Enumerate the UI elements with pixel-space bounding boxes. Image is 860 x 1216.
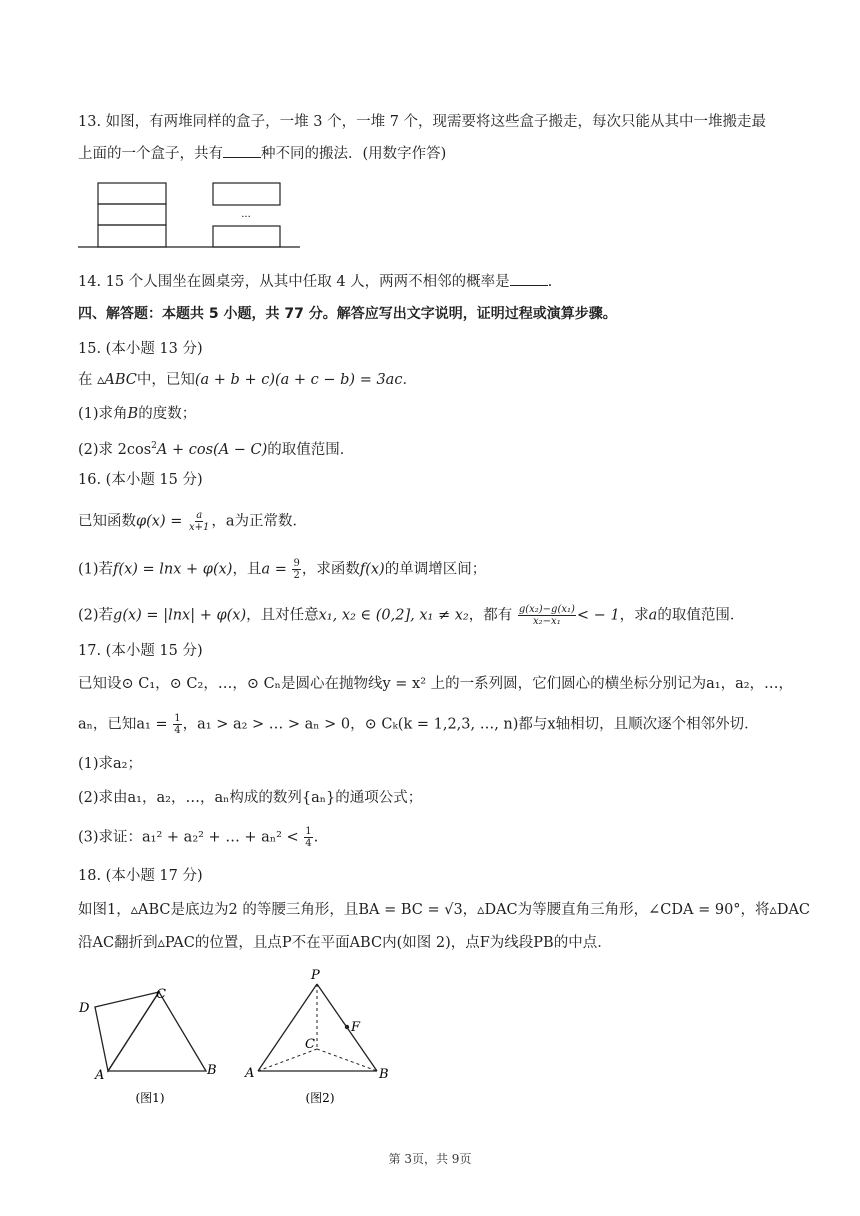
q16-p1-fx: f(x): [359, 561, 385, 578]
q17-p3-b: .: [313, 829, 319, 846]
q17-line1: 已知设⊙ C₁，⊙ C₂，…，⊙ Cₙ是圆心在抛物线y = x² 上的一系列圆，它们圆心的横坐标分别记为a₁，a₂，…，: [78, 676, 794, 692]
q18-line1: 如图1，▵ABC是底边为2 的等腰三角形，且BA = BC = √3，▵DAC为等腰直角三角形，∠CDA = 90°，将▵DAC: [78, 902, 811, 918]
q16-p2-a: (2)若: [78, 607, 114, 624]
q15-stem-post: ．: [402, 372, 417, 388]
q15-p2-sup: 2: [151, 441, 157, 451]
q16-p1-f-def: f(x) = lnx + φ(x): [113, 561, 233, 578]
q16-part1: [78, 558, 798, 581]
q15-part1: [78, 404, 798, 424]
q16-p2-e: ，都有: [468, 607, 513, 624]
q16-p2-fraction: [518, 604, 576, 627]
edge-ac-hidden: [258, 1049, 317, 1071]
q17-p3-a: (3)求证：a₁² + a₂² + … + aₙ² <: [78, 829, 299, 846]
stack1-box1: [98, 225, 166, 247]
figure-1: [75, 985, 225, 1110]
fig1-label-b: B: [207, 1063, 217, 1078]
edge-pa: [258, 984, 317, 1071]
q14-text-pre: 14. 15 个人围坐在圆桌旁，从其中任取 4 人，两两不相邻的概率是: [78, 274, 510, 290]
stack2-ellipsis: ...: [241, 209, 251, 220]
q16-frac-den: x+1: [189, 522, 210, 533]
q16-stem: [78, 510, 798, 533]
section-heading: 四、解答题：本题共 5 小题，共 77 分。解答应写出文字说明，证明过程或演算步骤。: [78, 306, 617, 322]
q15-p2-expr: A + cos(A − C): [156, 441, 268, 458]
q17-p3-fraction: [304, 826, 312, 849]
q13-text-post: 种不同的搬法．(用数字作答): [261, 146, 447, 162]
stack1-box2: [98, 204, 166, 225]
q17-l2-b: ，a₁ > a₂ > … > aₙ > 0，⊙ Cₖ(k = 1,2,3, …, n)都与x轴相切，且顺次逐个相邻外切．: [182, 716, 759, 733]
q14-answer-blank: [510, 271, 548, 286]
q16-p1-a-eq: a =: [261, 561, 287, 578]
point-f: [345, 1025, 349, 1029]
q18-line2: 沿AC翻折到▵PAC的位置，且点P不在平面ABC内(如图 2)，点F为线段PB的中点．: [78, 935, 612, 951]
q17-frac-den: 4: [174, 725, 181, 736]
q17-part3: [78, 826, 798, 849]
q13-answer-blank: [223, 143, 261, 158]
fig1-label-a: A: [95, 1068, 105, 1083]
q15-stem-pre: 在 ▵: [78, 372, 105, 388]
q16-p1-frac-num: 9: [293, 558, 300, 569]
q16-phi: φ(x) =: [136, 513, 183, 530]
q15-p1-post: 的度数；: [138, 406, 197, 422]
q13-text-pre: 上面的一个盒子，共有: [78, 146, 223, 162]
q15-triangle: ABC: [104, 372, 137, 388]
q17-a1-fraction: [173, 713, 181, 736]
q16-p2-var-a: a: [648, 607, 658, 624]
q16-p1-a: (1)若: [78, 561, 114, 578]
q16-p2-frac-den: x₂−x₁: [533, 616, 561, 627]
q15-stem: [78, 370, 798, 390]
q16-part2: [78, 604, 798, 627]
q17-l2-a: aₙ，已知a₁ =: [78, 716, 168, 733]
q16-p2-g: ，求: [619, 607, 649, 624]
q16-p2-c: ，且对任意: [246, 607, 319, 624]
q16-heading: 16. (本小题 15 分): [78, 472, 203, 488]
triangle-abc: [108, 992, 206, 1071]
q13-line2: [78, 143, 798, 164]
stack2-top-box: [213, 183, 280, 205]
q13-line1: 13. 如图，有两堆同样的盒子，一堆 3 个，一堆 7 个，现需要将这些盒子搬走，每次只能从其中一堆搬走最: [78, 114, 767, 130]
q14-text-post: .: [547, 274, 553, 290]
q17-p3-frac-num: 1: [305, 826, 312, 837]
triangle-dac: [95, 992, 159, 1071]
fig2-label-p: P: [311, 968, 320, 983]
fig2-label-c: C: [305, 1037, 315, 1052]
q16-p1-frac-den: 2: [293, 570, 300, 581]
stack1-box3: [98, 183, 166, 204]
fig2-label-a: A: [245, 1066, 255, 1081]
box-stacks-figure: [78, 178, 303, 253]
q17-line2: [78, 713, 798, 736]
stack2-bottom-box: [213, 226, 280, 247]
q16-p2-g-def: g(x) = |lnx| + φ(x): [113, 607, 247, 624]
q17-frac-num: 1: [174, 713, 181, 724]
q15-p1-var: B: [127, 406, 139, 422]
q15-p2-pre: (2)求 2cos: [78, 441, 152, 458]
fig2-label-b: B: [379, 1067, 389, 1082]
q18-heading: 18. (本小题 17 分): [78, 868, 203, 884]
q16-p2-domain: x₁, x₂ ∈ (0,2], x₁ ≠ x₂: [318, 607, 469, 624]
q15-heading: 15. (本小题 13 分): [78, 341, 203, 357]
q16-p2-ineq: < − 1: [576, 607, 620, 624]
q15-p2-post: 的取值范围．: [267, 441, 355, 458]
edge-bc-hidden: [317, 1049, 377, 1071]
q15-equation: (a + b + c)(a + c − b) = 3ac: [194, 372, 403, 388]
fig1-label-c: C: [156, 987, 166, 1002]
q17-heading: 17. (本小题 15 分): [78, 643, 203, 659]
q16-stem-post: ，a为正常数．: [211, 513, 308, 530]
q16-p1-c: ，且: [232, 561, 262, 578]
q16-p1-fraction: [292, 558, 300, 581]
q16-p2-frac-num: g(x₂)−g(x₁): [518, 604, 575, 615]
q17-part2: (2)求由a₁，a₂，…，aₙ构成的数列{aₙ}的通项公式；: [78, 790, 423, 806]
q17-p3-frac-den: 4: [305, 838, 312, 849]
q15-stem-mid: 中，已知: [136, 372, 195, 388]
q16-frac-num: a: [196, 510, 203, 521]
figure-2: [240, 965, 410, 1110]
q17-part1: (1)求a₂；: [78, 756, 142, 772]
q14-line: [78, 271, 798, 292]
q16-fraction: [188, 510, 210, 533]
q15-p1-pre: (1)求角: [78, 406, 128, 422]
q16-p1-g: 的单调增区间；: [384, 561, 487, 578]
q16-p1-e: ，求函数: [301, 561, 360, 578]
fig2-label-f: F: [351, 1020, 361, 1035]
fig2-caption: (图2): [305, 1091, 335, 1105]
fig1-label-d: D: [79, 1001, 90, 1016]
q16-p2-i: 的取值范围．: [657, 607, 745, 624]
fig1-caption: (图1): [135, 1091, 165, 1105]
q15-part2: [78, 436, 798, 460]
page-footer: 第 3页，共 9页: [388, 1152, 472, 1166]
q16-stem-pre: 已知函数: [78, 513, 136, 530]
